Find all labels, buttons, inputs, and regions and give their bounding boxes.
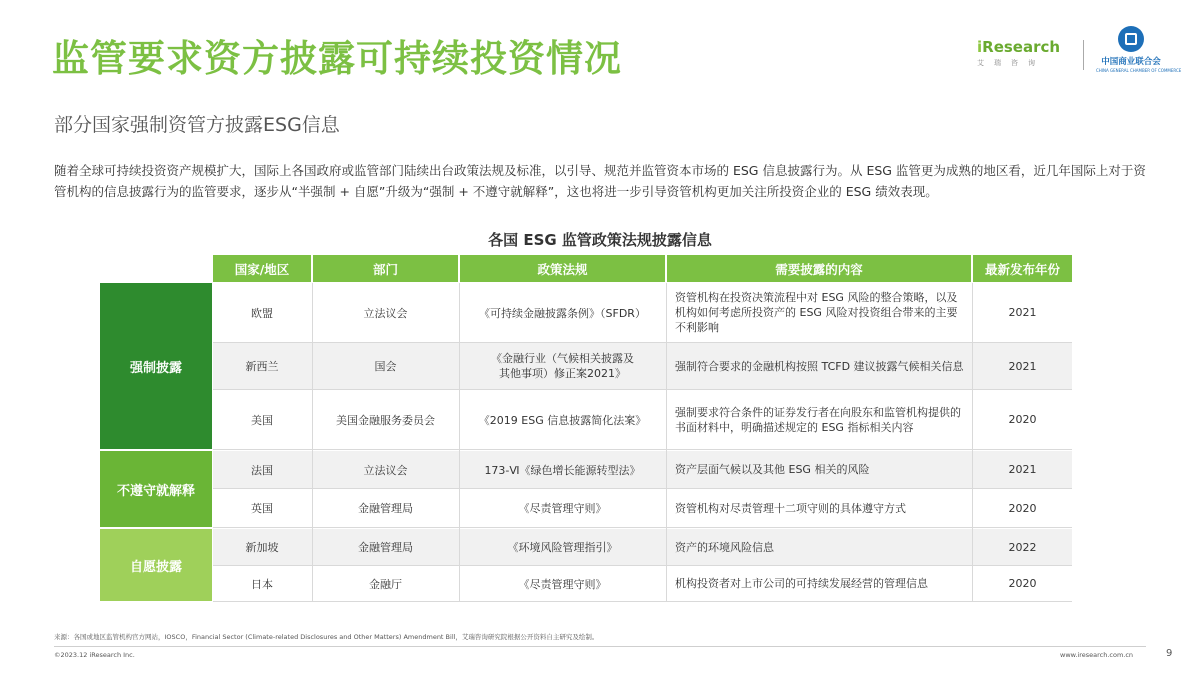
table-title: 各国 ESG 监管政策法规披露信息 <box>488 231 712 249</box>
category-mandatory: 强制披露 <box>100 283 212 449</box>
intro-paragraph: 随着全球可持续投资资产规模扩大，国际上各国政府或监管部门陆续出台政策法规及标准，以引导、规范并监管资本市场的 ESG 信息披露行为。从 ESG 监管更为成熟的地区看，近几年国际上对于资管机构的信息披露行为的监管要求，逐步从“半强制 + 自愿”升级为“强制 + 不遵守就解释”，这也将进一步引导资管机构更加关注所投资企业的 ESG 绩效表现。 <box>54 163 1146 199</box>
cell-country: 欧盟 <box>251 306 273 320</box>
cell-year: 2022 <box>1008 540 1037 554</box>
table-row <box>213 283 1072 343</box>
cell-department: 美国金融服务委员会 <box>336 413 435 427</box>
column-divider <box>972 283 973 601</box>
cell-policy: 《金融行业（气候相关披露及其他事项）修正案2021》 <box>491 352 634 380</box>
cgcc-en-name: CHINA GENERAL CHAMBER OF COMMERCE <box>1096 68 1182 73</box>
header-department: 部门 <box>313 255 458 282</box>
header-country: 国家/地区 <box>213 255 311 282</box>
cell-country: 美国 <box>251 413 273 427</box>
cell-department: 国会 <box>374 360 397 373</box>
category-voluntary: 自愿披露 <box>100 529 212 601</box>
cell-policy: 《尽责管理守则》 <box>518 577 607 591</box>
cell-content: 资管机构对尽责管理十二项守则的具体遵守方式 <box>675 501 906 515</box>
table-row <box>213 390 1072 450</box>
cell-policy: 《2019 ESG 信息披露简化法案》 <box>478 413 647 427</box>
cell-country: 日本 <box>251 577 273 591</box>
cell-policy: 《尽责管理守则》 <box>518 502 607 515</box>
cell-country: 新加坡 <box>245 541 279 554</box>
cell-policy: 《可持续金融披露条例》（SFDR） <box>479 306 646 320</box>
cell-year: 2021 <box>1008 306 1037 319</box>
website-link[interactable]: www.iresearch.com.cn <box>1060 651 1134 659</box>
logo-cn-text: 艾瑞咨询 <box>977 59 1045 67</box>
cell-year: 2020 <box>1008 501 1037 515</box>
header-content: 需要披露的内容 <box>667 255 971 282</box>
iresearch-logo <box>977 38 1060 68</box>
table-row <box>213 343 1072 390</box>
cell-year: 2021 <box>1008 463 1037 476</box>
column-divider <box>312 283 313 601</box>
cell-country: 英国 <box>251 502 273 515</box>
cell-year: 2020 <box>1008 577 1037 590</box>
cell-department: 立法议会 <box>363 463 408 477</box>
source-note: 来源：各国或地区监管机构官方网站，IOSCO，Financial Sector (Climate-related Disclosures and Other Matters) Amendment Bill，艾瑞咨询研究院根据公开资料自主研究及绘制。 <box>54 633 599 641</box>
cgcc-name: 中国商业联合会 <box>1101 57 1161 67</box>
footer-divider <box>54 646 1146 647</box>
cell-content: 资管机构在投资决策流程中对 ESG 风险的整合策略，以及机构如何考虑所投资产的 ESG 风险对投资组合带来的主要不利影响 <box>675 291 958 334</box>
table-row <box>213 529 1072 566</box>
column-divider <box>459 283 460 601</box>
cell-policy: 《环境风险管理指引》 <box>507 541 618 554</box>
cell-department: 金融管理局 <box>358 541 413 554</box>
cgcc-emblem-icon <box>1118 26 1144 52</box>
page-title: 监管要求资方披露可持续投资情况 <box>52 37 622 80</box>
cell-content: 资产的环境风险信息 <box>675 540 774 554</box>
logo-brand-text: Research <box>982 38 1061 56</box>
header-year: 最新发布年份 <box>973 255 1072 282</box>
cell-content: 强制符合要求的金融机构按照 TCFD 建议披露气候相关信息 <box>675 359 964 373</box>
logo-divider <box>1083 40 1084 70</box>
page-subtitle: 部分国家强制资管方披露ESG信息 <box>54 114 340 136</box>
cell-content: 机构投资者对上市公司的可持续发展经营的管理信息 <box>675 577 928 590</box>
table-row <box>213 489 1072 528</box>
cell-year: 2021 <box>1008 359 1037 373</box>
header-policy: 政策法规 <box>460 255 665 282</box>
copyright: ©2023.12 iResearch Inc. <box>54 651 135 659</box>
page-number: 9 <box>1166 648 1173 659</box>
logo-brand-i: i <box>977 38 983 56</box>
cell-content: 资产层面气候以及其他 ESG 相关的风险 <box>675 463 870 476</box>
cell-country: 法国 <box>251 463 273 477</box>
table-row <box>213 566 1072 602</box>
table-row <box>213 451 1072 489</box>
cell-policy: 173-Ⅵ《绿色增长能源转型法》 <box>484 463 641 477</box>
cell-department: 金融管理局 <box>358 502 413 515</box>
cell-year: 2020 <box>1008 413 1037 426</box>
column-divider <box>666 283 667 601</box>
cell-department: 金融厅 <box>369 577 402 591</box>
cgcc-logo <box>1096 26 1182 73</box>
cell-department: 立法议会 <box>363 306 408 320</box>
cell-country: 新西兰 <box>245 360 279 373</box>
category-comply-or-explain: 不遵守就解释 <box>100 451 212 527</box>
cell-content: 强制要求符合条件的证券发行者在向股东和监管机构提供的书面材料中，明确描述规定的 ESG 指标相关内容 <box>675 405 961 434</box>
